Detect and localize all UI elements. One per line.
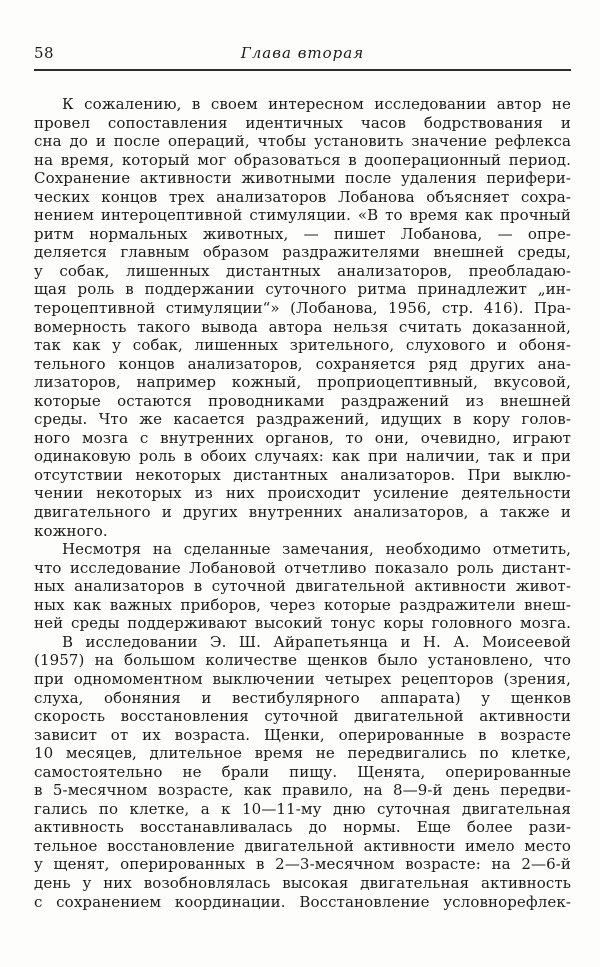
text-line: ных как важных приборов, через которые раздражители внеш-	[34, 595, 571, 614]
text-line: одинаковую роль в обоих случаях: как при наличии, так и при	[34, 447, 571, 466]
text-line: ного мозга с внутренних органов, то они, очевидно, играют	[34, 428, 571, 447]
text-line: ритм нормальных животных, — пишет Лобанова, — опре-	[34, 224, 571, 243]
text-line: двигательного и других внутренних анализаторов, а также и	[34, 503, 571, 522]
text-line: кожного.	[34, 521, 108, 540]
text-line: провел сопоставления идентичных часов бодрствования и	[34, 113, 571, 132]
text-line: в 5-месячном возрасте, как правило, на 8—9-й день передви-	[34, 781, 571, 800]
text-line: отсутствии некоторых дистантных анализаторов. При выклю-	[34, 465, 571, 484]
text-line: сна до и после операций, чтобы установить значение рефлекса	[34, 132, 571, 151]
text-line: (1957) на большом количестве щенков было установлено, что	[34, 651, 571, 670]
text-line: на время, который мог образоваться в дооперационный период.	[34, 150, 571, 169]
text-line: деляется главным образом раздражителями внешней среды,	[34, 243, 571, 262]
text-line: при одномоментном выключении четырех рецепторов (зрения,	[34, 669, 571, 688]
text-line: Сохранение активности животными после удаления перифери-	[34, 169, 571, 188]
text-line: 10 месяцев, длительное время не передвигались по клетке,	[34, 744, 571, 763]
text-line: слуха, обоняния и вестибулярного аппарата) у щенков	[34, 688, 571, 707]
text-line: скорость восстановления суточной двигательной активности	[34, 707, 571, 726]
text-line: вомерность такого вывода автора нельзя считать доказанной,	[34, 317, 571, 336]
text-line: у собак, лишенных дистантных анализаторов, преобладаю-	[34, 261, 571, 280]
header-rule	[34, 69, 571, 71]
text-line: гались по клетке, а к 10—11-му дню суточная двигательная	[34, 799, 571, 818]
text-line: В исследовании Э. Ш. Айрапетьянца и Н. А. Моисеевой	[62, 632, 571, 651]
text-line: которые остаются проводниками раздражений из внешней	[34, 391, 571, 410]
text-line: ных анализаторов в суточной двигательной активности живот-	[34, 577, 571, 596]
text-line: щая роль в поддержании суточного ритма принадлежит „ин-	[34, 280, 571, 299]
text-line: Несмотря на сделанные замечания, необходимо отметить,	[62, 540, 571, 559]
paragraph	[34, 540, 571, 633]
text-line: тельного концов анализаторов, сохраняется ряд других ана-	[34, 354, 571, 373]
text-line: ческих концов трех анализаторов Лобанова объясняет сохра-	[34, 187, 571, 206]
text-line: с сохранением координации. Восстановление условнорефлек-	[34, 892, 571, 911]
text-line: К сожалению, в своем интересном исследовании автор не	[62, 95, 571, 113]
page-header	[34, 44, 571, 63]
text-line: что исследование Лобановой отчетливо показало роль дистант-	[34, 558, 571, 577]
text-line: чении некоторых из них происходит усиление деятельности	[34, 484, 571, 503]
text-line: день у них возобновлялась высокая двигательная активность	[34, 873, 571, 892]
paragraph	[34, 95, 571, 540]
text-line: зависит от их возраста. Щенки, оперированные в возрасте	[34, 725, 571, 744]
text-line: ней среды поддерживают высокий тонус коры головного мозга.	[34, 614, 571, 633]
text-line: тельное восстановление двигательной активности имело место	[34, 836, 571, 855]
text-line: лизаторов, например кожный, проприоцептивный, вкусовой,	[34, 373, 571, 392]
text-line: так как у собак, лишенных зрительного, слухового и обоня-	[34, 336, 571, 355]
text-line: нением интероцептивной стимуляции. «В то время как прочный	[34, 206, 571, 225]
text-line: тероцептивной стимуляции“» (Лобанова, 1956, стр. 416). Пра-	[34, 299, 571, 318]
page-body	[34, 95, 571, 911]
running-head: Глава вторая	[240, 44, 365, 62]
paragraph	[34, 633, 571, 911]
page-number: 58	[34, 44, 55, 62]
text-line: у щенят, оперированных в 2—3-месячном возрасте: на 2—6-й	[34, 855, 571, 874]
text-line: среды. Что же касается раздражений, идущих в кору голов-	[34, 410, 571, 429]
text-line: активность восстанавливалась до нормы. Еще более рази-	[34, 818, 571, 837]
text-line: самостоятельно не брали пищу. Щенята, оперированные	[34, 762, 571, 781]
page-content	[34, 0, 571, 911]
